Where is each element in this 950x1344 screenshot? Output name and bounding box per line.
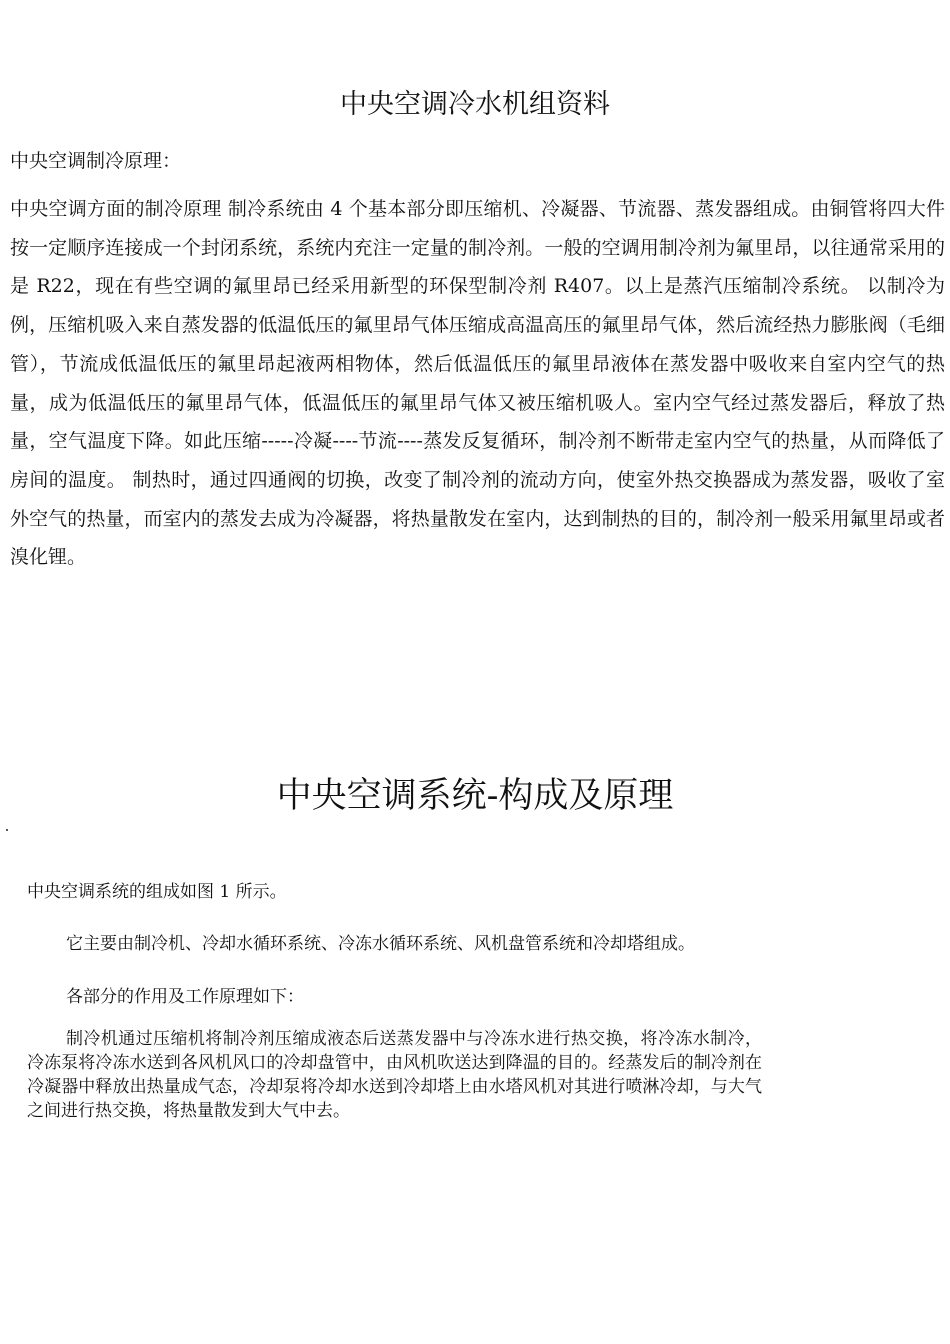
section-title: 中央空调系统-构成及原理 bbox=[276, 776, 674, 816]
chiller-paragraph: 制冷机通过压缩机将制冷剂压缩成液态后送蒸发器中与冷冻水进行热交换，将冷冻水制冷，冷冻泵将冷冻水送到各风机风口的冷却盘管中，由风机吹送达到降温的目的。经蒸发后的制冷剂在冷凝器中释放出热量成气态，冷却泵将冷却水送到冷却塔上由水塔风机对其进行喷淋冷却，与大气之间进行热交换，将热量散发到大气中去。 bbox=[27, 1029, 762, 1121]
section-intro-line: 中央空调系统的组成如图 1 所示。 bbox=[27, 882, 287, 902]
components-line: 它主要由制冷机、冷却水循环系统、冷冻水循环系统、风机盘管系统和冷却塔组成。 bbox=[66, 934, 695, 954]
stray-dot bbox=[6, 829, 8, 831]
principle-paragraph: 中央空调方面的制冷原理 制冷系统由 4 个基本部分即压缩机、冷凝器、节流器、蒸发器组成。由铜管将四大件按一定顺序连接成一个封闭系统，系统内充注一定量的制冷剂。一般的空调用制冷剂为氟里昂，以往通常采用的是 R22，现在有些空调的氟里昂已经采用新型的环保型制冷剂 R407。以上是蒸汽压缩制冷系统。 以制冷为例，压缩机吸入来自蒸发器的低温低压的氟里昂气体压缩成高温高压的氟里昂气体，然后流经热力膨胀阀（毛细管），节流成低温低压的氟里昂起液两相物体，然后低温低压的氟里昂液体在蒸发器中吸收来自室内空气的热量，成为低温低压的氟里昂气体，低温低压的氟里昂气体又被压缩机吸人。室内空气经过蒸发器后，释放了热量，空气温度下降。如此压缩-----冷凝----节流----蒸发反复循环，制冷剂不断带走室内空气的热量，从而降低了房间的温度。 制热时，通过四通阀的切换，改变了制冷剂的流动方向，使室外热交换器成为蒸发器，吸收了室外空气的热量，而室内的蒸发去成为冷凝器，将热量散发在室内，达到制热的目的，制冷剂一般采用氟里昂或者溴化锂。 bbox=[10, 198, 945, 569]
document-title: 中央空调冷水机组资料 bbox=[340, 89, 610, 120]
section-subheading: 中央空调制冷原理： bbox=[10, 150, 182, 172]
working-principle-line: 各部分的作用及工作原理如下： bbox=[66, 987, 304, 1007]
